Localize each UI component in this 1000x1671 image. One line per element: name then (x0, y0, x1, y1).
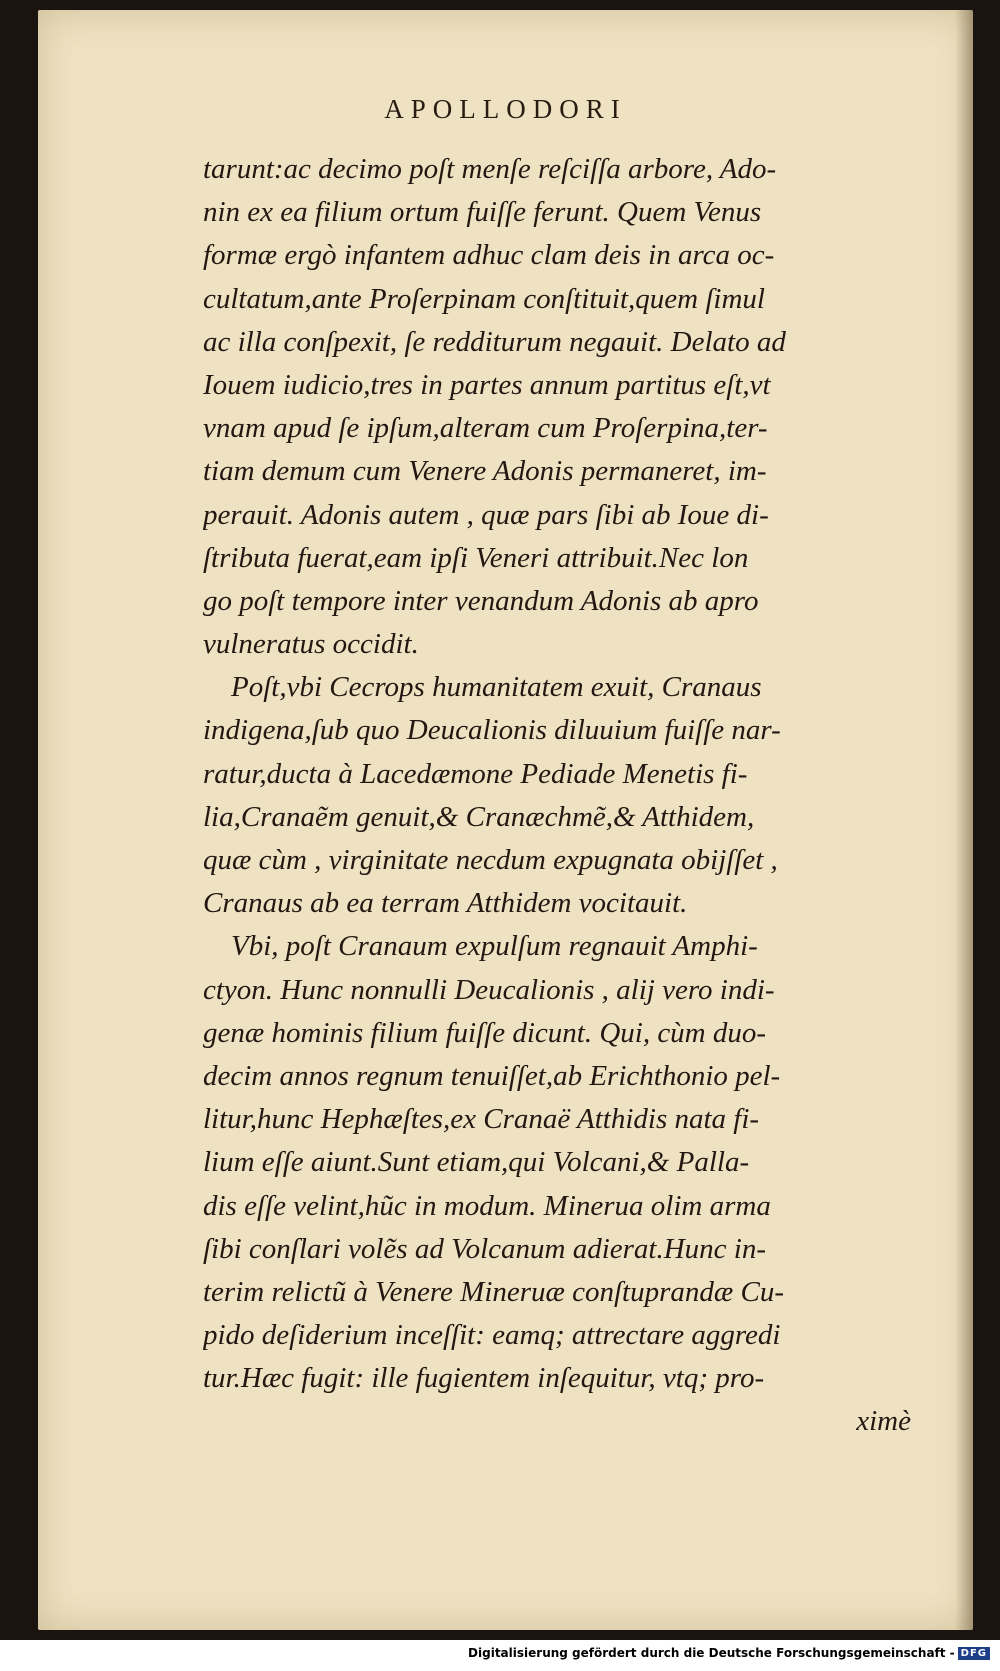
paragraph-start-line: Vbi, poſt Cranaum expulſum regnauit Amphi- (231, 930, 758, 963)
text-line: Cranaus ab ea terram Atthidem vocitauit. (203, 887, 688, 920)
page-edge-shadow (955, 10, 973, 1630)
text-line: ſtributa fuerat,eam ipſi Veneri attribuit.Nec lon (203, 541, 749, 574)
text-line: vnam apud ſe ipſum,alteram cum Proſerpina,ter- (203, 412, 768, 445)
text-line: terim relictũ à Venere Mineruæ conſtuprandæ Cu- (203, 1275, 784, 1308)
text-line: Iouem iudicio,tres in partes annum partitus eſt,vt (203, 368, 771, 401)
text-line: pido deſiderium inceſſit: eamq; attrectare aggredi (203, 1319, 781, 1352)
text-line: ac illa conſpexit, ſe redditurum negauit. Delato ad (203, 325, 786, 358)
text-line: ſibi conſlari volẽs ad Volcanum adierat.Hunc in- (203, 1232, 767, 1265)
text-line: genæ hominis filium fuiſſe dicunt. Qui, cùm duo- (203, 1016, 767, 1049)
text-line: tiam demum cum Venere Adonis permaneret, im- (203, 455, 767, 488)
body-text (203, 148, 923, 1444)
text-line: nin ex ea filium ortum fuiſſe ferunt. Quem Venus (203, 196, 762, 229)
running-head: APOLLODORI (384, 94, 627, 124)
text-line: formæ ergò infantem adhuc clam deis in arca oc- (203, 239, 775, 272)
text-line: decim annos regnum tenuiſſet,ab Erichthonio pel- (203, 1059, 781, 1092)
text-line: litur,hunc Hephæſtes,ex Cranaë Atthidis nata fi- (203, 1103, 760, 1136)
catchword: ximè (856, 1405, 911, 1438)
text-line: dis eſſe velint,hũc in modum. Minerua olim arma (203, 1189, 771, 1222)
text-line: go poſt tempore inter venandum Adonis ab apro (203, 584, 759, 617)
text-line: lium eſſe aiunt.Sunt etiam,qui Volcani,& Palla- (203, 1146, 750, 1179)
text-line: perauit. Adonis autem , quæ pars ſibi ab Ioue di- (203, 498, 769, 531)
book-page (38, 10, 973, 1630)
text-line: quæ cùm , virginitate necdum expugnata obijſſet , (203, 844, 778, 876)
text-line: cultatum,ante Proſerpinam conſtituit,quem ſimul (203, 282, 765, 315)
dfg-logo: DFG (958, 1647, 990, 1660)
footer-text: Digitalisierung gefördert durch die Deutsche Forschungsgemeinschaft - (468, 1646, 955, 1660)
text-line: tur.Hæc fugit: ille fugientem inſequitur, vtq; pro- (203, 1362, 765, 1395)
text-line: ratur,ducta à Lacedæmone Pediade Menetis fi- (203, 757, 748, 790)
text-line: tarunt:ac decimo poſt menſe reſciſſa arbore, Ado- (203, 153, 777, 185)
text-line: ctyon. Hunc nonnulli Deucalionis , alij vero indi- (203, 973, 775, 1006)
text-line: vulneratus occidit. (203, 628, 419, 661)
paragraph-start-line: Poſt,vbi Cecrops humanitatem exuit, Cranaus (231, 671, 762, 704)
text-line: indigena,ſub quo Deucalionis diluuium fuiſſe nar- (203, 714, 781, 747)
digitization-footer (0, 1646, 990, 1660)
text-line: lia,Cranaẽm genuit,& Cranæchmẽ,& Atthidem, (203, 800, 755, 833)
